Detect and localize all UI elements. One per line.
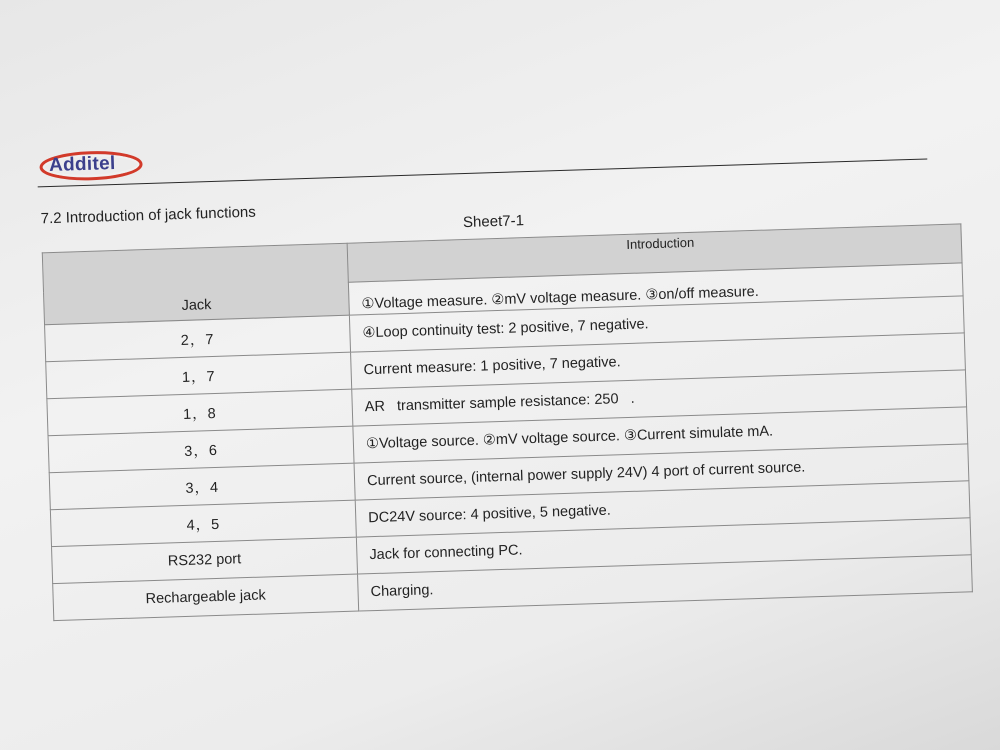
jack-cell: 3，4 <box>49 463 355 510</box>
intro-cell: Current source, (internal power supply 24V) 4 port of current source. <box>354 444 969 500</box>
additel-logo <box>38 142 147 187</box>
table-caption: Sheet7-1 <box>462 212 525 232</box>
jack-cell: RS232 port <box>52 537 358 584</box>
intro-cell: DC24V source: 4 positive, 5 negative. <box>355 481 970 537</box>
intro-cell: Current measure: 1 positive, 7 negative. <box>351 333 966 389</box>
header-introduction: Introduction <box>347 224 962 282</box>
logo-text: Additel <box>48 152 116 177</box>
intro-cell: AR transmitter sample resistance: 250 . <box>352 370 967 426</box>
header-jack: Jack <box>42 243 349 325</box>
jack-functions-table <box>42 223 973 621</box>
intro-cell-first-line: ①Voltage measure. ②mV voltage measure. ③on/off measure. <box>348 263 963 315</box>
jack-cell: 3，6 <box>48 426 354 473</box>
intro-cell: Charging. <box>358 555 973 611</box>
jack-cell: 1，7 <box>46 352 352 399</box>
jack-cell: Rechargeable jack <box>53 574 359 621</box>
jack-cell: 2，7 <box>45 315 351 362</box>
jack-cell: 4，5 <box>50 500 356 547</box>
intro-cell: Jack for connecting PC. <box>356 518 971 574</box>
header-divider <box>38 158 928 187</box>
section-title: 7.2 Introduction of jack functions <box>40 203 257 228</box>
intro-cell: ④Loop continuity test: 2 positive, 7 negative. <box>349 296 964 352</box>
jack-cell: 1，8 <box>47 389 353 436</box>
intro-cell: ①Voltage source. ②mV voltage source. ③Current simulate mA. <box>353 407 968 463</box>
